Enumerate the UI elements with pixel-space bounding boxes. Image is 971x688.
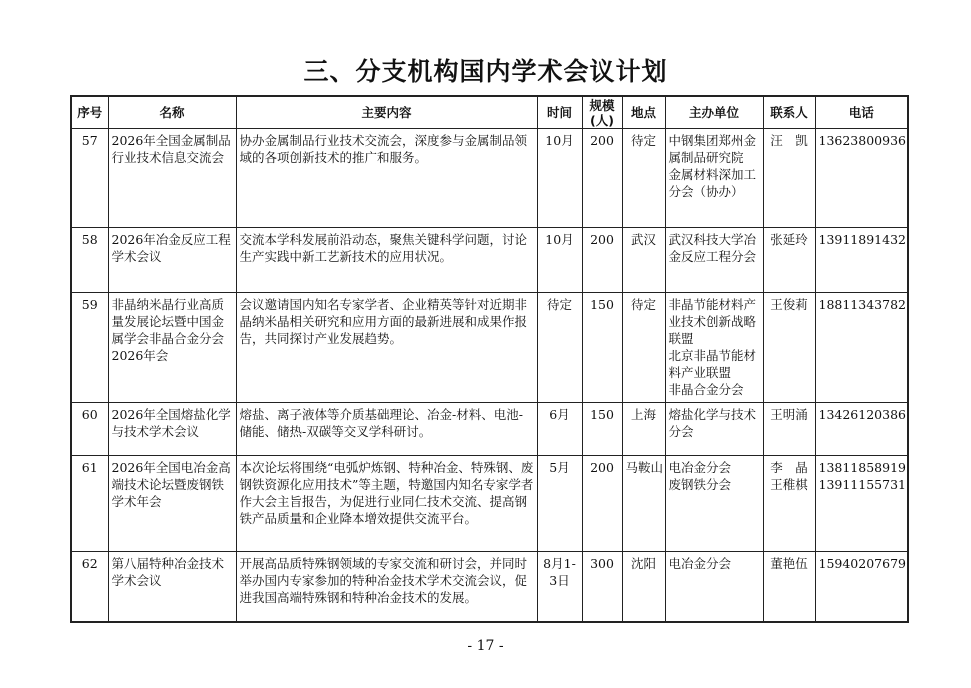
contact-line: 张延玲 (770, 232, 808, 247)
cell-scale: 200 (582, 456, 622, 552)
contact-line: 董艳伍 (770, 556, 808, 571)
cell-organizer (665, 552, 763, 622)
cell-seq: 58 (71, 228, 108, 293)
cell-content: 本次论坛将围绕“电弧炉炼钢、特种冶金、特殊钢、废钢铁资源化应用技术”等主题，特邀国内知名专家学者作大会主旨报告，为促进行业同仁技术交流、提高钢铁产品质量和企业降本增效提供交流平台。 (236, 456, 537, 552)
header-contact: 联系人 (763, 96, 815, 129)
organizer-line: 非晶合金分会 (668, 382, 744, 397)
table-row (71, 293, 908, 403)
cell-location: 武汉 (622, 228, 665, 293)
contact-line: 王明涌 (770, 407, 808, 422)
cell-time: 6月 (537, 403, 582, 456)
cell-contact (763, 552, 815, 622)
header-seq: 序号 (71, 96, 108, 129)
cell-content: 熔盐、离子液体等介质基础理论、冶金-材料、电池-储能、储热-双碳等交叉学科研讨。 (236, 403, 537, 456)
header-time: 时间 (537, 96, 582, 129)
cell-seq: 62 (71, 552, 108, 622)
cell-location: 待定 (622, 129, 665, 228)
organizer-line: 武汉科技大学冶金反应工程分会 (668, 232, 757, 264)
table-header-row (71, 96, 908, 129)
cell-contact (763, 129, 815, 228)
cell-name: 非晶纳米晶行业高质量发展论坛暨中国金属学会非晶合金分会2026年会 (108, 293, 236, 403)
cell-organizer (665, 293, 763, 403)
cell-phone (815, 456, 908, 552)
phone-line: 13426120386 (818, 407, 906, 422)
phone-line: 18811343782 (818, 297, 906, 312)
organizer-line: 废钢铁分会 (668, 477, 732, 492)
cell-seq: 60 (71, 403, 108, 456)
cell-phone (815, 293, 908, 403)
organizer-line: 金属材料深加工分会（协办） (668, 167, 757, 199)
cell-seq: 61 (71, 456, 108, 552)
cell-contact (763, 228, 815, 293)
cell-time: 待定 (537, 293, 582, 403)
cell-seq: 57 (71, 129, 108, 228)
cell-phone (815, 403, 908, 456)
cell-content: 会议邀请国内知名专家学者、企业精英等针对近期非晶纳米晶相关研究和应用方面的最新进展和成果作报告，共同探讨产业发展趋势。 (236, 293, 537, 403)
contact-line: 王稚棋 (770, 477, 808, 492)
cell-time: 10月 (537, 129, 582, 228)
organizer-line: 非晶节能材料产业技术创新战略联盟 (668, 297, 757, 346)
header-phone: 电话 (815, 96, 908, 129)
cell-location: 沈阳 (622, 552, 665, 622)
cell-name: 2026年全国熔盐化学与技术学术会议 (108, 403, 236, 456)
conference-plan-table (70, 95, 909, 623)
header-scale: 规模(人) (582, 96, 622, 129)
phone-line: 13623800936 (818, 133, 906, 148)
cell-contact (763, 293, 815, 403)
cell-organizer (665, 456, 763, 552)
cell-organizer (665, 129, 763, 228)
cell-name: 2026年冶金反应工程学术会议 (108, 228, 236, 293)
cell-time: 5月 (537, 456, 582, 552)
cell-phone (815, 552, 908, 622)
contact-line: 汪 凯 (770, 133, 808, 148)
header-organizer: 主办单位 (665, 96, 763, 129)
cell-location: 待定 (622, 293, 665, 403)
contact-line: 王俊莉 (770, 297, 808, 312)
cell-name: 2026年全国金属制品行业技术信息交流会 (108, 129, 236, 228)
cell-time: 8月1-3日 (537, 552, 582, 622)
cell-organizer (665, 228, 763, 293)
header-content: 主要内容 (236, 96, 537, 129)
cell-location: 上海 (622, 403, 665, 456)
cell-scale: 150 (582, 403, 622, 456)
phone-line: 13911891432 (818, 232, 906, 247)
organizer-line: 熔盐化学与技术分会 (668, 407, 757, 439)
contact-line: 李 晶 (770, 460, 808, 475)
cell-contact (763, 403, 815, 456)
cell-name: 2026年全国电冶金高端技术论坛暨废钢铁学术年会 (108, 456, 236, 552)
cell-time: 10月 (537, 228, 582, 293)
table-row (71, 228, 908, 293)
organizer-line: 北京非晶节能材料产业联盟 (668, 348, 757, 380)
table-row (71, 129, 908, 228)
table-row (71, 403, 908, 456)
page-title: 三、分支机构国内学术会议计划 (303, 57, 668, 86)
phone-line: 13911155731 (818, 477, 906, 492)
cell-location: 马鞍山 (622, 456, 665, 552)
cell-phone (815, 129, 908, 228)
organizer-line: 电冶金分会 (668, 556, 732, 571)
table-row (71, 456, 908, 552)
cell-organizer (665, 403, 763, 456)
header-location: 地点 (622, 96, 665, 129)
phone-line: 13811858919 (818, 460, 906, 475)
cell-phone (815, 228, 908, 293)
table-row (71, 552, 908, 622)
cell-seq: 59 (71, 293, 108, 403)
organizer-line: 电冶金分会 (668, 460, 732, 475)
cell-scale: 300 (582, 552, 622, 622)
cell-scale: 150 (582, 293, 622, 403)
cell-content: 开展高品质特殊钢领域的专家交流和研讨会，并同时举办国内专家参加的特种冶金技术学术交流会议，促进我国高端特殊钢和特种冶金技术的发展。 (236, 552, 537, 622)
cell-name: 第八届特种冶金技术学术会议 (108, 552, 236, 622)
cell-scale: 200 (582, 129, 622, 228)
cell-content: 交流本学科发展前沿动态，聚焦关键科学问题，讨论生产实践中新工艺新技术的应用状况。 (236, 228, 537, 293)
page-number: - 17 - (467, 638, 504, 654)
header-name: 名称 (108, 96, 236, 129)
organizer-line: 中钢集团郑州金属制品研究院 (668, 133, 757, 165)
cell-scale: 200 (582, 228, 622, 293)
phone-line: 15940207679 (818, 556, 906, 571)
cell-content: 协办金属制品行业技术交流会，深度参与金属制品领域的各项创新技术的推广和服务。 (236, 129, 537, 228)
cell-contact (763, 456, 815, 552)
